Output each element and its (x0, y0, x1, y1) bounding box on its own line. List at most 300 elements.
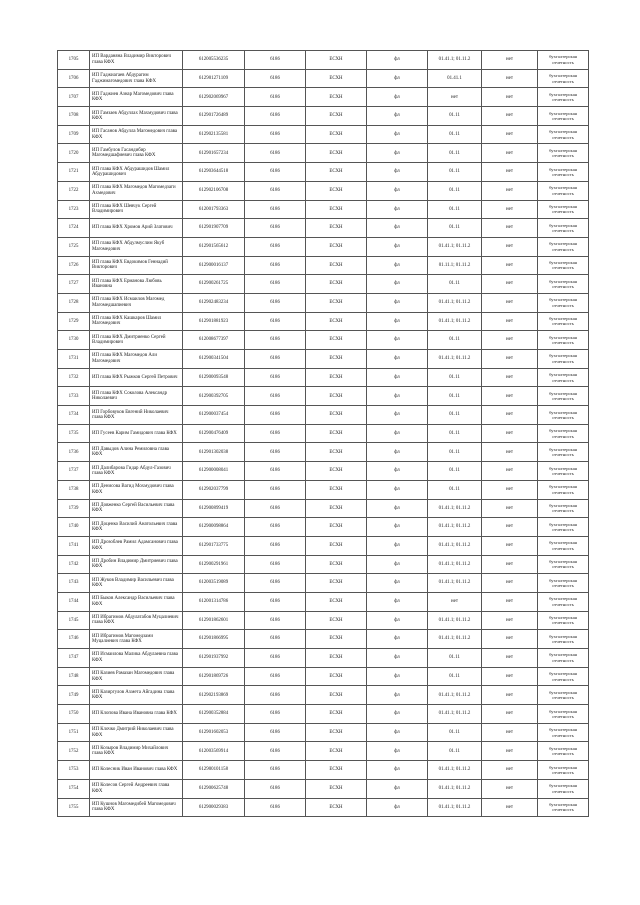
row-number: 1705 (58, 51, 90, 70)
inn-number: 612902069967 (183, 88, 245, 107)
code-value: 6186 (245, 350, 306, 369)
inn-number: 612901302038 (183, 443, 245, 462)
entity-name: ИП глава КФХ Рыжков Сергей Петрович (90, 368, 183, 387)
code-value: 6186 (245, 798, 306, 817)
table-row (58, 181, 589, 200)
code-value: 6186 (245, 667, 306, 686)
inn-number: 612900261725 (183, 275, 245, 294)
code-value: 6186 (245, 424, 306, 443)
row-number: 1725 (58, 237, 90, 256)
entity-name: ИП Гасанов Абдулла Магомедович глава КФХ (90, 125, 183, 144)
report-type: бухгалтерская отчетность (538, 350, 589, 369)
inn-number: 612900392705 (183, 387, 245, 406)
table-row (58, 462, 589, 481)
entity-name: ИП Исмаилова Малика Абдулаевна глава КФХ (90, 649, 183, 668)
person-type: фл (367, 499, 428, 518)
person-type: фл (367, 779, 428, 798)
tax-regime: ЕСХН (306, 630, 367, 649)
inn-number: 612901657234 (183, 144, 245, 163)
tax-regime: ЕСХН (306, 667, 367, 686)
code-value: 6186 (245, 51, 306, 70)
tax-regime: ЕСХН (306, 125, 367, 144)
tax-regime: ЕСХН (306, 555, 367, 574)
person-type: фл (367, 443, 428, 462)
inn-number: 612900899419 (183, 499, 245, 518)
table-row (58, 350, 589, 369)
person-type: фл (367, 761, 428, 780)
flag-value: нет (482, 798, 538, 817)
report-type: бухгалтерская отчетность (538, 125, 589, 144)
tax-regime: ЕСХН (306, 107, 367, 126)
tax-regime: ЕСХН (306, 443, 367, 462)
flag-value: нет (482, 667, 538, 686)
inn-number: 612900476409 (183, 424, 245, 443)
report-type: бухгалтерская отчетность (538, 536, 589, 555)
table-row (58, 667, 589, 686)
inn-number: 612902193869 (183, 686, 245, 705)
inn-number: 612901733775 (183, 536, 245, 555)
inn-number: 612001314786 (183, 592, 245, 611)
entity-name: ИП Варданяна Владимир Викторович глава КФХ (90, 51, 183, 70)
tax-regime: ЕСХН (306, 686, 367, 705)
person-type: фл (367, 219, 428, 238)
flag-value: нет (482, 536, 538, 555)
person-type: фл (367, 686, 428, 705)
person-type: фл (367, 350, 428, 369)
report-type: бухгалтерская отчетность (538, 518, 589, 537)
entity-name: ИП глава КФХ Абдулмуслим Якуб Магомедович (90, 237, 183, 256)
activity-code: 01.11 (428, 144, 482, 163)
table-row (58, 499, 589, 518)
code-value: 6186 (245, 480, 306, 499)
flag-value: нет (482, 779, 538, 798)
activity-code: 01.41.1 (428, 69, 482, 88)
tax-regime: ЕСХН (306, 518, 367, 537)
code-value: 6186 (245, 312, 306, 331)
table-row (58, 480, 589, 499)
flag-value: нет (482, 181, 538, 200)
inn-number: 612900029383 (183, 798, 245, 817)
row-number: 1724 (58, 219, 90, 238)
table-row (58, 368, 589, 387)
table-row (58, 611, 589, 630)
row-number: 1726 (58, 256, 90, 275)
row-number: 1706 (58, 69, 90, 88)
tax-regime: ЕСХН (306, 387, 367, 406)
entity-name: ИП Давыдов Алина Ремиловна глава КФХ (90, 443, 183, 462)
row-number: 1729 (58, 312, 90, 331)
activity-code: 01.11 (428, 480, 482, 499)
code-value: 6186 (245, 237, 306, 256)
flag-value: нет (482, 163, 538, 182)
table-row (58, 107, 589, 126)
report-type: бухгалтерская отчетность (538, 667, 589, 686)
tax-regime: ЕСХН (306, 779, 367, 798)
inn-number: 612902106708 (183, 181, 245, 200)
table-row (58, 219, 589, 238)
inn-number: 612902135581 (183, 125, 245, 144)
activity-code: 01.41.1; 01.11.2 (428, 312, 482, 331)
code-value: 6186 (245, 163, 306, 182)
row-number: 1751 (58, 723, 90, 742)
tax-regime: ЕСХН (306, 144, 367, 163)
row-number: 1752 (58, 742, 90, 761)
inn-number: 612003569914 (183, 742, 245, 761)
person-type: фл (367, 144, 428, 163)
entity-name: ИП Кушнов Магомедибей Магомедович глава КФХ (90, 798, 183, 817)
flag-value: нет (482, 219, 538, 238)
flag-value: нет (482, 293, 538, 312)
table-row (58, 256, 589, 275)
flag-value: нет (482, 275, 538, 294)
flag-value: нет (482, 686, 538, 705)
activity-code: 01.11 (428, 163, 482, 182)
inn-number: 612903644518 (183, 163, 245, 182)
inn-number: 612005536235 (183, 51, 245, 70)
row-number: 1743 (58, 574, 90, 593)
report-type: бухгалтерская отчетность (538, 686, 589, 705)
report-type: бухгалтерская отчетность (538, 761, 589, 780)
row-number: 1750 (58, 705, 90, 724)
flag-value: нет (482, 107, 538, 126)
flag-value: нет (482, 256, 538, 275)
entity-name: ИП Далибарова Гидар Абдул-Газович глава КФХ (90, 462, 183, 481)
tax-regime: ЕСХН (306, 256, 367, 275)
entity-name: ИП глава КФХ Дмитриенко Сергей Владимирович (90, 331, 183, 350)
person-type: фл (367, 312, 428, 331)
tax-regime: ЕСХН (306, 406, 367, 425)
flag-value: нет (482, 200, 538, 219)
row-number: 1742 (58, 555, 90, 574)
tax-regime: ЕСХН (306, 237, 367, 256)
table-row (58, 705, 589, 724)
entity-name: ИП глава КФХ Евдокимов Геннадий Викторович (90, 256, 183, 275)
person-type: фл (367, 611, 428, 630)
row-number: 1727 (58, 275, 90, 294)
person-type: фл (367, 630, 428, 649)
flag-value: нет (482, 480, 538, 499)
entity-name: ИП Довженко Сергей Васильевич глава КФХ (90, 499, 183, 518)
code-value: 6186 (245, 368, 306, 387)
flag-value: нет (482, 144, 538, 163)
table-row (58, 125, 589, 144)
flag-value: нет (482, 331, 538, 350)
inn-number: 612900098864 (183, 518, 245, 537)
tax-regime: ЕСХН (306, 51, 367, 70)
flag-value: нет (482, 462, 538, 481)
activity-code: 01.41.1; 01.11.2 (428, 686, 482, 705)
code-value: 6186 (245, 144, 306, 163)
entity-name: ИП Колесов Сергей Андреевич глава КФХ (90, 779, 183, 798)
person-type: фл (367, 256, 428, 275)
table-row (58, 649, 589, 668)
code-value: 6186 (245, 611, 306, 630)
activity-code: 01.41.1; 01.11.2 (428, 293, 482, 312)
tax-regime: ЕСХН (306, 293, 367, 312)
row-number: 1721 (58, 163, 90, 182)
activity-code: 01.41.1; 01.11.2 (428, 798, 482, 817)
report-type: бухгалтерская отчетность (538, 742, 589, 761)
activity-code: 01.41.1; 01.11.2 (428, 555, 482, 574)
tax-regime: ЕСХН (306, 88, 367, 107)
code-value: 6186 (245, 69, 306, 88)
person-type: фл (367, 51, 428, 70)
person-type: фл (367, 462, 428, 481)
code-value: 6186 (245, 705, 306, 724)
flag-value: нет (482, 761, 538, 780)
tax-regime: ЕСХН (306, 798, 367, 817)
entity-name: ИП Горбовуков Евгений Николаевич глава КФХ (90, 406, 183, 425)
row-number: 1749 (58, 686, 90, 705)
row-number: 1745 (58, 611, 90, 630)
report-type: бухгалтерская отчетность (538, 649, 589, 668)
row-number: 1732 (58, 368, 90, 387)
entity-name: ИП Денисова Вагид Мохмудович глава КФХ (90, 480, 183, 499)
table-row (58, 88, 589, 107)
table-row (58, 518, 589, 537)
tax-regime: ЕСХН (306, 368, 367, 387)
code-value: 6186 (245, 181, 306, 200)
activity-code: 01.41.1; 01.11.2 (428, 536, 482, 555)
tax-regime: ЕСХН (306, 649, 367, 668)
entity-name: ИП Доценко Василий Анатольевич глава КФХ (90, 518, 183, 537)
flag-value: нет (482, 723, 538, 742)
person-type: фл (367, 368, 428, 387)
inn-number: 612901907709 (183, 219, 245, 238)
row-number: 1735 (58, 424, 90, 443)
report-type: бухгалтерская отчетность (538, 200, 589, 219)
activity-code: 01.41.1; 01.11.2 (428, 574, 482, 593)
report-type: бухгалтерская отчетность (538, 630, 589, 649)
row-number: 1746 (58, 630, 90, 649)
inn-number: 612901271109 (183, 69, 245, 88)
table-row (58, 51, 589, 70)
table-row (58, 779, 589, 798)
tax-regime: ЕСХН (306, 611, 367, 630)
report-type: бухгалтерская отчетность (538, 574, 589, 593)
code-value: 6186 (245, 499, 306, 518)
code-value: 6186 (245, 761, 306, 780)
table-row (58, 144, 589, 163)
row-number: 1737 (58, 462, 90, 481)
person-type: фл (367, 200, 428, 219)
activity-code: 01.11 (428, 649, 482, 668)
report-type: бухгалтерская отчетность (538, 723, 589, 742)
flag-value: нет (482, 350, 538, 369)
entity-name: ИП Дробин Владимир Дмитриевич глава КФХ (90, 555, 183, 574)
report-type: бухгалтерская отчетность (538, 88, 589, 107)
person-type: фл (367, 742, 428, 761)
code-value: 6186 (245, 723, 306, 742)
entity-name: ИП глава КФХ Абдурашидов Шамил Абдурашидович (90, 163, 183, 182)
table-row (58, 761, 589, 780)
person-type: фл (367, 592, 428, 611)
row-number: 1720 (58, 144, 90, 163)
person-type: фл (367, 574, 428, 593)
row-number: 1709 (58, 125, 90, 144)
person-type: фл (367, 798, 428, 817)
entity-name: ИП глава КФХ Магомедов Магомедзаги Ахмедович (90, 181, 183, 200)
inn-number: 612900352884 (183, 705, 245, 724)
report-type: бухгалтерская отчетность (538, 611, 589, 630)
activity-code: 01.11 (428, 200, 482, 219)
table-row (58, 387, 589, 406)
activity-code: 01.11 (428, 368, 482, 387)
table-row (58, 275, 589, 294)
activity-code: 01.11 (428, 181, 482, 200)
flag-value: нет (482, 518, 538, 537)
inn-number: 612901869726 (183, 667, 245, 686)
row-number: 1739 (58, 499, 90, 518)
row-number: 1708 (58, 107, 90, 126)
report-type: бухгалтерская отчетность (538, 219, 589, 238)
tax-regime: ЕСХН (306, 462, 367, 481)
code-value: 6186 (245, 779, 306, 798)
inn-number: 612901881923 (183, 312, 245, 331)
row-number: 1747 (58, 649, 90, 668)
report-type: бухгалтерская отчетность (538, 275, 589, 294)
activity-code: 01.11 (428, 723, 482, 742)
flag-value: нет (482, 742, 538, 761)
table-row (58, 406, 589, 425)
inn-number: 612902483234 (183, 293, 245, 312)
person-type: фл (367, 163, 428, 182)
flag-value: нет (482, 574, 538, 593)
report-type: бухгалтерская отчетность (538, 256, 589, 275)
code-value: 6186 (245, 462, 306, 481)
report-type: бухгалтерская отчетность (538, 312, 589, 331)
report-type: бухгалтерская отчетность (538, 107, 589, 126)
table-row (58, 200, 589, 219)
report-type: бухгалтерская отчетность (538, 144, 589, 163)
row-number: 1748 (58, 667, 90, 686)
tax-regime: ЕСХН (306, 705, 367, 724)
table-row (58, 592, 589, 611)
flag-value: нет (482, 88, 538, 107)
tax-regime: ЕСХН (306, 181, 367, 200)
activity-code: 01.41.1; 01.11.2 (428, 518, 482, 537)
person-type: фл (367, 480, 428, 499)
table-row (58, 293, 589, 312)
report-type: бухгалтерская отчетность (538, 51, 589, 70)
entity-name: ИП Казиев Рамазан Магомедович глава КФХ (90, 667, 183, 686)
code-value: 6186 (245, 536, 306, 555)
person-type: фл (367, 275, 428, 294)
code-value: 6186 (245, 443, 306, 462)
entity-name: ИП Ибрагимов Магомедзами Муцалиевич глава КФХ (90, 630, 183, 649)
flag-value: нет (482, 312, 538, 331)
report-type: бухгалтерская отчетность (538, 499, 589, 518)
person-type: фл (367, 107, 428, 126)
entity-name: ИП глава КФХ Исмаилов Магомед Магомедшапиевич (90, 293, 183, 312)
person-type: фл (367, 293, 428, 312)
report-type: бухгалтерская отчетность (538, 779, 589, 798)
code-value: 6186 (245, 125, 306, 144)
flag-value: нет (482, 406, 538, 425)
tax-regime: ЕСХН (306, 200, 367, 219)
flag-value: нет (482, 125, 538, 144)
row-number: 1733 (58, 387, 90, 406)
code-value: 6186 (245, 406, 306, 425)
entity-name: ИП глава КФХ Шевчук Сергей Владимирович (90, 200, 183, 219)
code-value: 6186 (245, 574, 306, 593)
table-row (58, 723, 589, 742)
row-number: 1740 (58, 518, 90, 537)
report-type: бухгалтерская отчетность (538, 592, 589, 611)
entity-name: ИП Быков Александр Васильевич глава КФХ (90, 592, 183, 611)
table-row (58, 630, 589, 649)
tax-regime: ЕСХН (306, 592, 367, 611)
entity-name: ИП Колесник Иван Иванович глава КФХ (90, 761, 183, 780)
table-row (58, 798, 589, 817)
flag-value: нет (482, 237, 538, 256)
table-row (58, 331, 589, 350)
tax-regime: ЕСХН (306, 350, 367, 369)
flag-value: нет (482, 630, 538, 649)
entity-name: ИП Гамбулов Гасандибир Магомедшафиевич глава КФХ (90, 144, 183, 163)
code-value: 6186 (245, 331, 306, 350)
report-type: бухгалтерская отчетность (538, 387, 589, 406)
flag-value: нет (482, 387, 538, 406)
row-number: 1730 (58, 331, 90, 350)
report-type: бухгалтерская отчетность (538, 798, 589, 817)
code-value: 6186 (245, 107, 306, 126)
row-number: 1741 (58, 536, 90, 555)
row-number: 1736 (58, 443, 90, 462)
activity-code: 01.11.1; 01.11.2 (428, 256, 482, 275)
activity-code: 01.11 (428, 667, 482, 686)
table-row (58, 424, 589, 443)
code-value: 6186 (245, 518, 306, 537)
report-type: бухгалтерская отчетность (538, 443, 589, 462)
activity-code: 01.11 (428, 331, 482, 350)
row-number: 1754 (58, 779, 90, 798)
activity-code: 01.11 (428, 275, 482, 294)
tax-regime: ЕСХН (306, 69, 367, 88)
table-row (58, 69, 589, 88)
row-number: 1753 (58, 761, 90, 780)
report-type: бухгалтерская отчетность (538, 705, 589, 724)
code-value: 6186 (245, 387, 306, 406)
entity-name: ИП глава КФХ Магомедов Али Магомедович (90, 350, 183, 369)
tax-regime: ЕСХН (306, 275, 367, 294)
person-type: фл (367, 555, 428, 574)
person-type: фл (367, 649, 428, 668)
report-type: бухгалтерская отчетность (538, 368, 589, 387)
row-number: 1723 (58, 200, 90, 219)
report-type: бухгалтерская отчетность (538, 237, 589, 256)
code-value: 6186 (245, 219, 306, 238)
person-type: фл (367, 331, 428, 350)
entity-name: ИП Клочко Дмитрий Николаевич глава КФХ (90, 723, 183, 742)
tax-regime: ЕСХН (306, 219, 367, 238)
flag-value: нет (482, 705, 538, 724)
table-row (58, 312, 589, 331)
activity-code: 01.11 (428, 443, 482, 462)
entity-name: ИП Казиргулов Ахмета Айгадина глава КФХ (90, 686, 183, 705)
code-value: 6186 (245, 742, 306, 761)
tax-regime: ЕСХН (306, 424, 367, 443)
entity-name: ИП Клопова Ивана Ивановна глава КФХ (90, 705, 183, 724)
code-value: 6186 (245, 256, 306, 275)
activity-code: 01.41.1; 01.11.2 (428, 350, 482, 369)
inn-number: 612901602053 (183, 723, 245, 742)
tax-regime: ЕСХН (306, 723, 367, 742)
report-type: бухгалтерская отчетность (538, 555, 589, 574)
activity-code: 01.11 (428, 742, 482, 761)
tax-regime: ЕСХН (306, 163, 367, 182)
activity-code: 01.11 (428, 107, 482, 126)
